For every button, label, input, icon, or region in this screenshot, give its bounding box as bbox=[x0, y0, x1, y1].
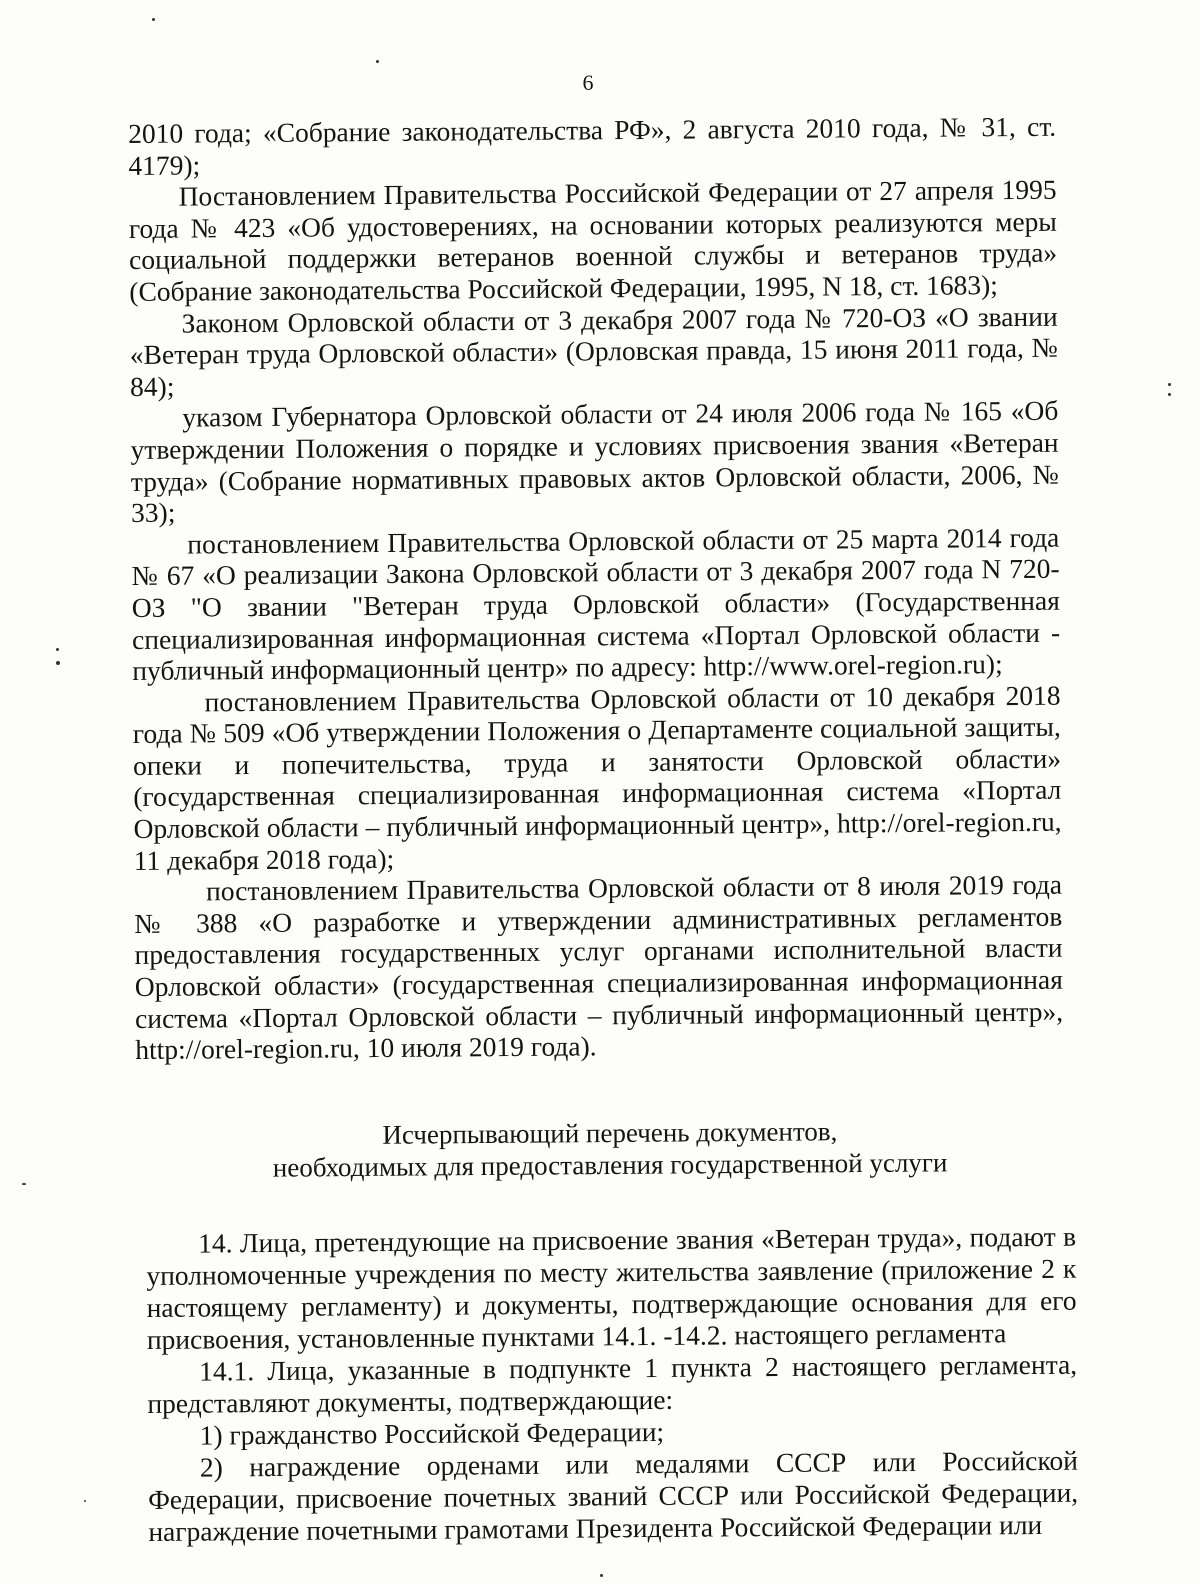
legal-basis-item: 2010 года; «Собрание законодательства РФ», 2 августа 2010 года, № 31, ст. 4179); bbox=[128, 110, 1057, 181]
scan-speck bbox=[1168, 383, 1171, 386]
scan-speck bbox=[600, 1574, 603, 1577]
page-number: 6 bbox=[582, 70, 594, 95]
scan-speck bbox=[152, 18, 155, 21]
legal-basis-item: Законом Орловской области от 3 декабря 2007 года № 720-ОЗ «О звании «Ветеран труда Орловской области» (Орловская правда, 15 июня 2011 года, № 84); bbox=[129, 300, 1058, 402]
legal-basis-item: постановлением Правительства Орловской области от 25 марта 2014 года № 67 «О реализации Закона Орловской области от 3 декабря 2007 года N 720-ОЗ "О звании "Ветеран труда Орловской области» (Государственная специализированная информационная система «Портал Орловской области - публичный информационный центр» по адресу: http://www.orel-region.ru); bbox=[131, 521, 1061, 687]
section-heading-line: Исчерпывающий перечень документов, bbox=[382, 1116, 838, 1150]
legal-basis-item: указом Губернатора Орловской области от 24 июля 2006 года № 165 «Об утверждении Положения о порядке и условиях присвоения звания «Ветеран труда» (Собрание нормативных правовых актов Орловской области, 2006, № 33); bbox=[130, 395, 1059, 529]
scan-speck bbox=[84, 1500, 86, 1502]
requirement-paragraph: 2) награждение орденами или медалями СССР или Российской Федерации, присвоение почетных званий СССР или Российской Федерации, награждение почетными грамотами Президента Российской Федерации или bbox=[148, 1444, 1079, 1547]
legal-basis-item: постановлением Правительства Орловской области от 8 июля 2019 года № 388 «О разработке и утверждении административных регламентов предоставления государственных услуг органами исполнительной власти Орловской области» (государственная специализированная информационная система «Портал Орловской области – публичный информационный центр», http://orel-region.ru, 10 июля 2019 года). bbox=[134, 868, 1064, 1066]
scan-speck bbox=[56, 648, 59, 651]
scan-speck bbox=[376, 60, 379, 63]
requirement-paragraph: 1) гражданство Российской Федерации; bbox=[199, 1415, 665, 1451]
requirement-paragraph: 14.1. Лица, указанные в подпункте 1 пункта 2 настоящего регламента, представляют документы, подтверждающие: bbox=[147, 1348, 1078, 1419]
scan-speck bbox=[1168, 393, 1171, 396]
section-heading-line: необходимых для предоставления государственной услуги bbox=[272, 1147, 948, 1183]
section-heading bbox=[180, 1114, 1040, 1185]
scan-speck bbox=[56, 661, 60, 665]
legal-basis-item: постановлением Правительства Орловской области от 10 декабря 2018 года № 509 «Об утверждении Положения о Департаменте социальной защиты, опеки и попечительства, труда и занятости Орловской области» (государственная специализированная информационная система «Портал Орловской области – публичный информационный центр», http://orel-region.ru, 11 декабря 2018 года); bbox=[132, 679, 1062, 876]
legal-basis-item: Постановлением Правительства Российской Федерации от 27 апреля 1995 года № 423 «Об удостоверениях, на основании которых реализуются меры социальной поддержки ветеранов военной службы и ветеранов труда» (Собрание законодательства Российской Федерации, 1995, N 18, ст. 1683); bbox=[128, 173, 1058, 307]
legal-basis-list bbox=[128, 111, 1063, 1066]
requirement-paragraph: 14. Лица, претендующие на присвоение звания «Ветеран труда», подают в уполномоченные учреждения по месту жительства заявление (приложение 2 к настоящему регламенту) и документы, подтверждающие основания для его присвоения, установленные пунктами 14.1. -14.2. настоящего регламента bbox=[146, 1220, 1077, 1355]
scan-speck bbox=[22, 1183, 26, 1185]
requirements-list bbox=[146, 1221, 1078, 1548]
